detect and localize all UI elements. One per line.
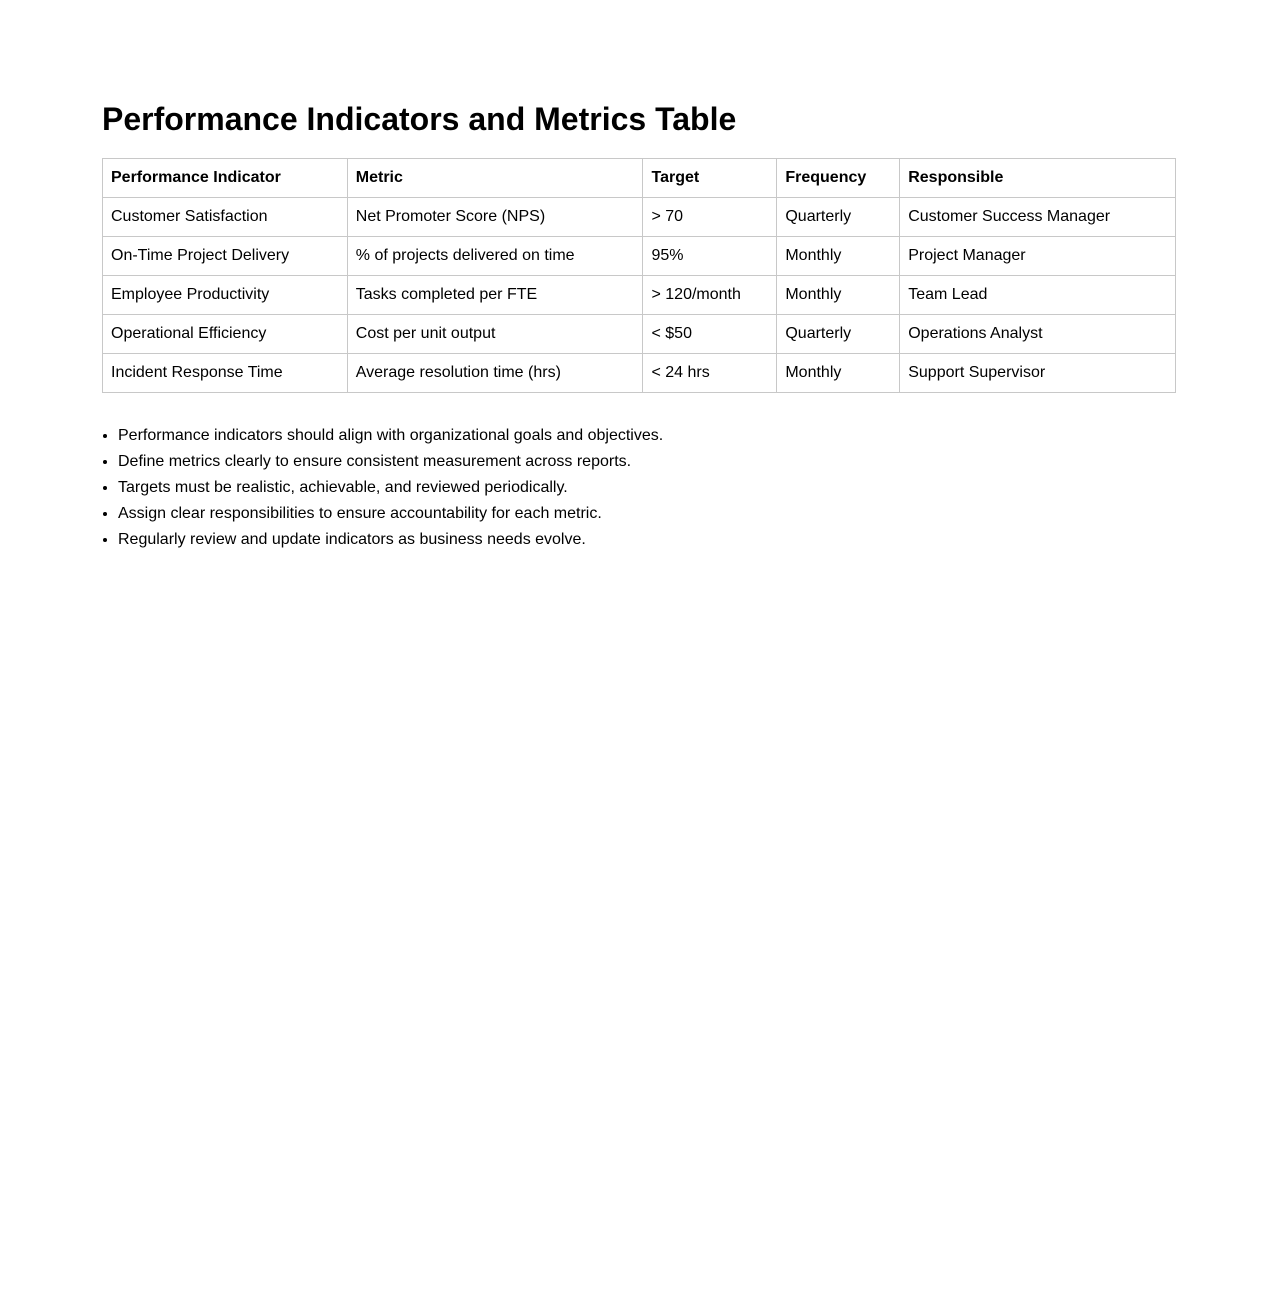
notes-list [102,423,663,553]
list-item: • Define metrics clearly to ensure consistent measurement across reports. [118,449,663,475]
table-header-row [103,159,1176,198]
cell-frequency: Monthly [777,354,900,393]
list-item: • Assign clear responsibilities to ensure accountability for each metric. [118,501,663,527]
table-row [103,354,1176,393]
cell-target: < 24 hrs [643,354,777,393]
table-row [103,315,1176,354]
cell-frequency: Quarterly [777,198,900,237]
cell-responsible: Project Manager [900,237,1176,276]
cell-target: > 70 [643,198,777,237]
table-row [103,198,1176,237]
cell-responsible: Support Supervisor [900,354,1176,393]
cell-target: 95% [643,237,777,276]
cell-metric: Tasks completed per FTE [347,276,643,315]
cell-metric: % of projects delivered on time [347,237,643,276]
cell-target: < $50 [643,315,777,354]
cell-metric: Average resolution time (hrs) [347,354,643,393]
list-item: • Regularly review and update indicators as business needs evolve. [118,527,663,553]
cell-responsible: Operations Analyst [900,315,1176,354]
cell-performance-indicator: Incident Response Time [103,354,348,393]
column-header-responsible: Responsible [900,159,1176,198]
metrics-table [102,158,1176,393]
column-header-frequency: Frequency [777,159,900,198]
cell-performance-indicator: On-Time Project Delivery [103,237,348,276]
page-title: Performance Indicators and Metrics Table [102,101,737,137]
column-header-performance-indicator: Performance Indicator [103,159,348,198]
cell-metric: Cost per unit output [347,315,643,354]
cell-performance-indicator: Customer Satisfaction [103,198,348,237]
column-header-target: Target [643,159,777,198]
cell-performance-indicator: Employee Productivity [103,276,348,315]
cell-frequency: Monthly [777,237,900,276]
cell-frequency: Monthly [777,276,900,315]
cell-frequency: Quarterly [777,315,900,354]
cell-metric: Net Promoter Score (NPS) [347,198,643,237]
cell-target: > 120/month [643,276,777,315]
cell-responsible: Team Lead [900,276,1176,315]
list-item: • Targets must be realistic, achievable, and reviewed periodically. [118,475,663,501]
table-row [103,237,1176,276]
list-item: • Performance indicators should align with organizational goals and objectives. [118,423,663,449]
column-header-metric: Metric [347,159,643,198]
cell-responsible: Customer Success Manager [900,198,1176,237]
cell-performance-indicator: Operational Efficiency [103,315,348,354]
table-row [103,276,1176,315]
